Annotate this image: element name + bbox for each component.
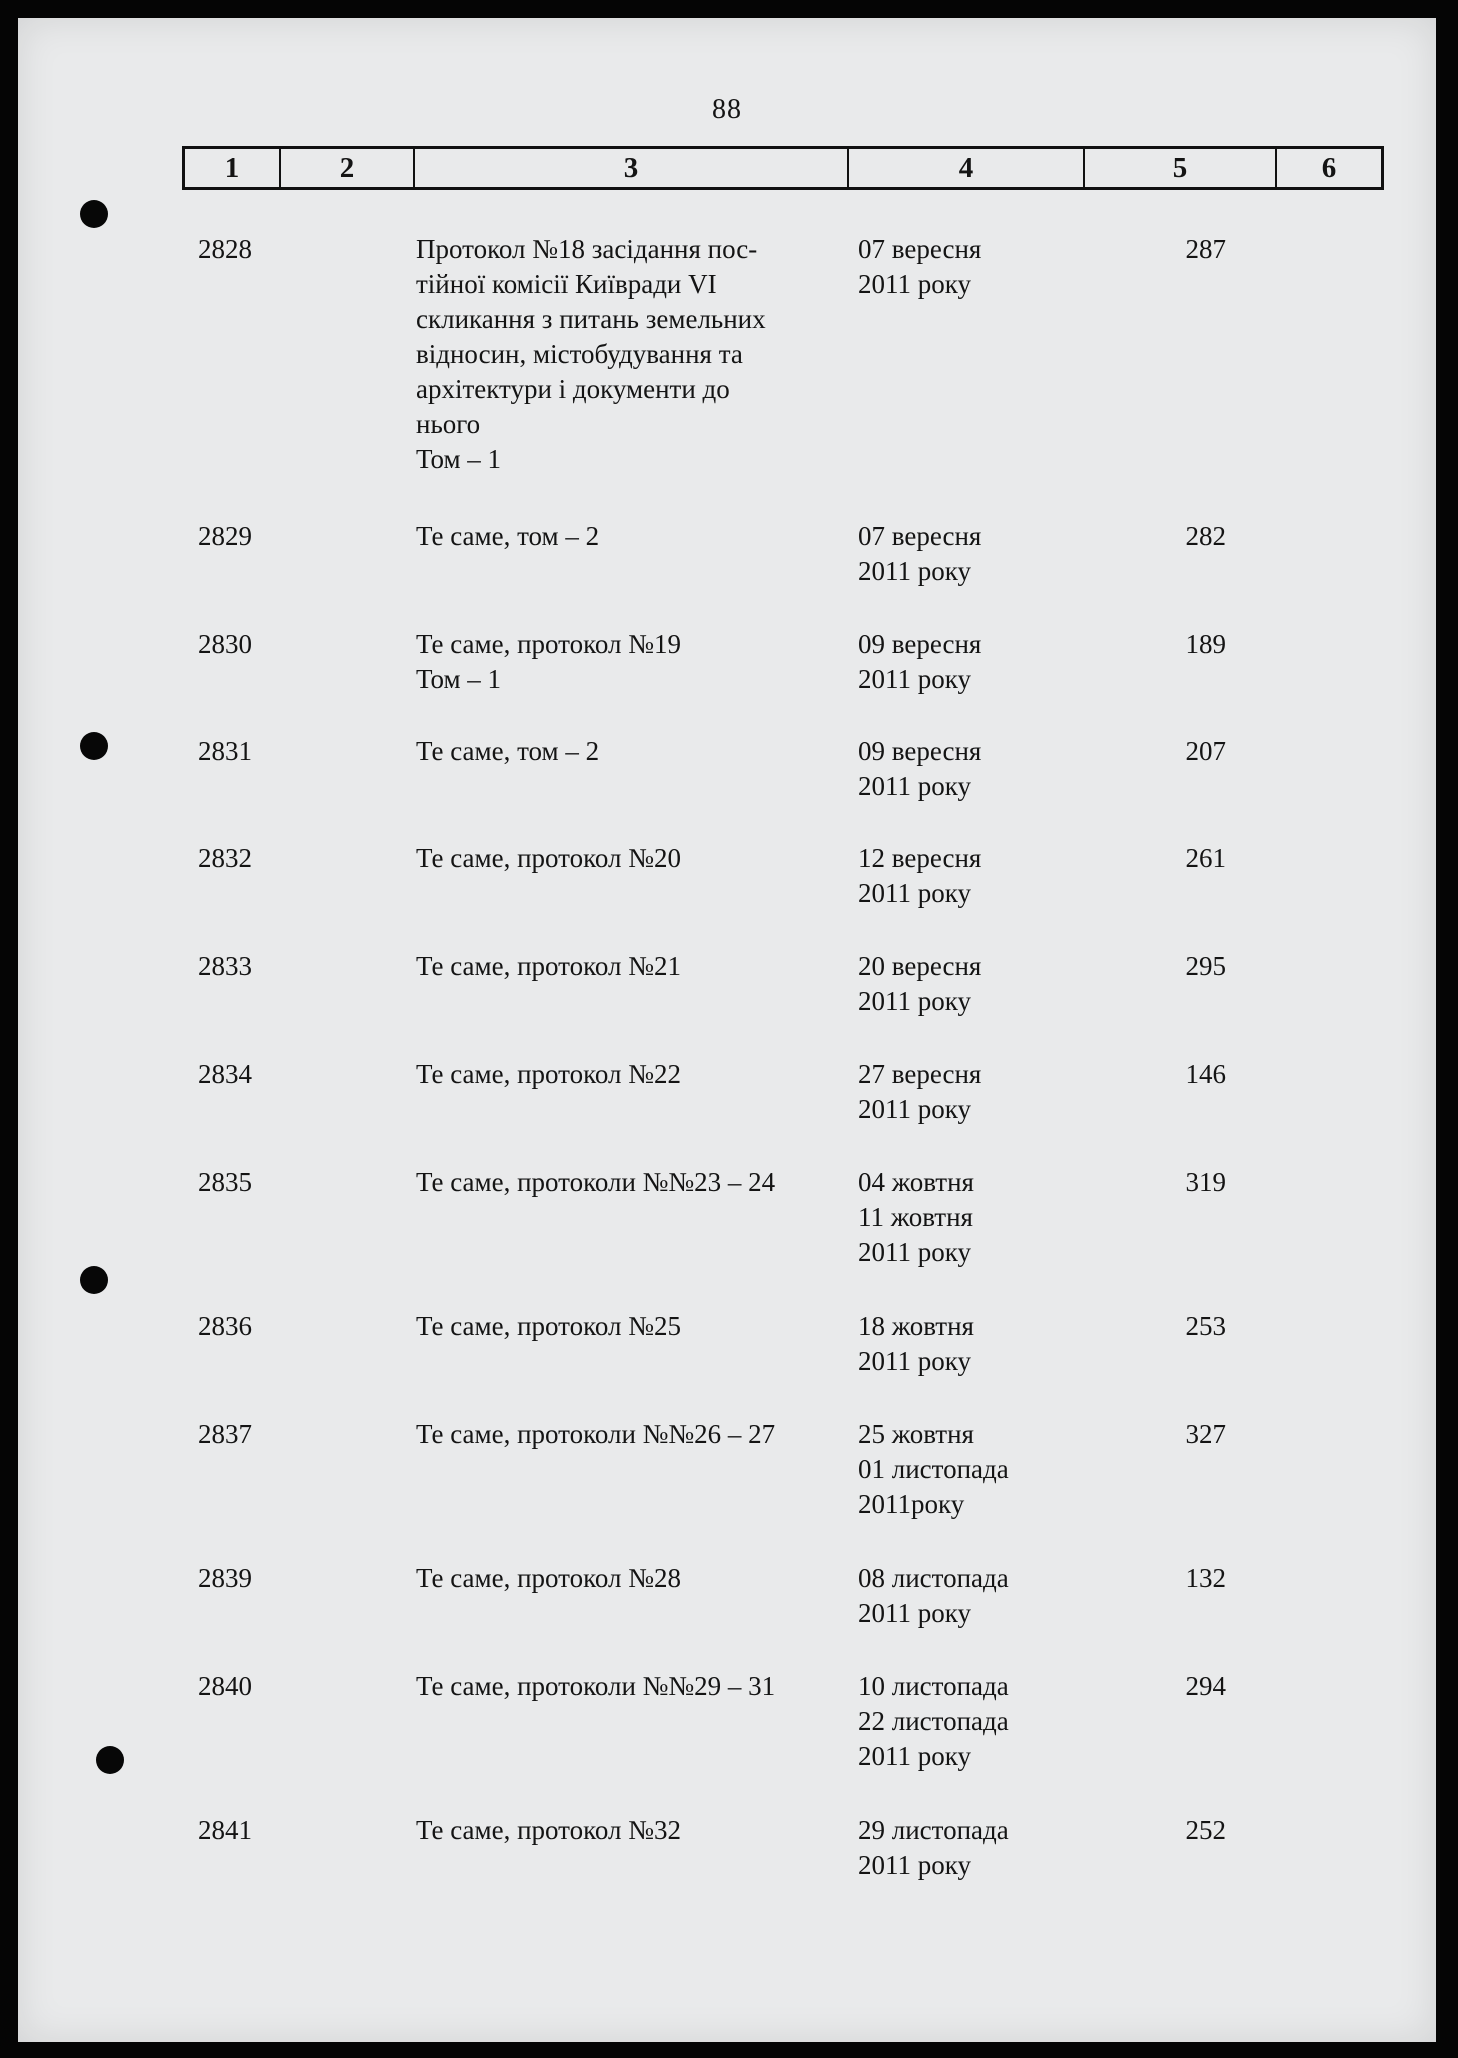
record-pages: 294 (1185, 1671, 1226, 1701)
record-pages: 287 (1185, 234, 1226, 264)
record-pages: 327 (1185, 1419, 1226, 1449)
document-page (18, 18, 1436, 2042)
record-date: 08 листопада 2011 року (858, 1563, 1009, 1628)
record-date: 29 листопада 2011 року (858, 1815, 1009, 1880)
record-title: Протокол №18 засідання пос- тійної комісії Київради VI скликання з питань земельних відносин, містобудування та архітектури і документи до нього Том – 1 (416, 234, 766, 474)
record-title: Те саме, протоколи №№23 – 24 (416, 1167, 776, 1197)
page-number: 88 (712, 94, 742, 125)
record-number: 2837 (198, 1419, 252, 1449)
record-title: Те саме, протокол №20 (416, 843, 681, 873)
record-date: 25 жовтня 01 листопада 2011року (858, 1419, 1009, 1519)
record-pages: 282 (1185, 521, 1226, 551)
record-date: 09 вересня 2011 року (858, 629, 982, 694)
record-pages: 295 (1185, 951, 1226, 981)
record-title: Те саме, протокол №25 (416, 1311, 681, 1341)
record-pages: 261 (1185, 843, 1226, 873)
record-title: Те саме, протоколи №№26 – 27 (416, 1419, 776, 1449)
record-title: Те саме, протокол №19 Том – 1 (416, 629, 681, 694)
record-pages: 146 (1185, 1059, 1226, 1089)
record-number: 2836 (198, 1311, 252, 1341)
record-number: 2835 (198, 1167, 252, 1197)
column-header: 5 (1083, 149, 1275, 187)
record-title: Те саме, том – 2 (416, 736, 600, 766)
record-title: Те саме, том – 2 (416, 521, 600, 551)
record-pages: 207 (1185, 736, 1226, 766)
record-number: 2829 (198, 521, 252, 551)
column-header-row (182, 146, 1384, 190)
record-pages: 132 (1185, 1563, 1226, 1593)
record-date: 07 вересня 2011 року (858, 234, 982, 299)
record-number: 2841 (198, 1815, 252, 1845)
column-header: 2 (279, 149, 413, 187)
punch-hole (80, 732, 108, 760)
column-header: 6 (1275, 149, 1381, 187)
punch-hole (80, 1266, 108, 1294)
column-header: 3 (413, 149, 847, 187)
record-date: 27 вересня 2011 року (858, 1059, 982, 1124)
record-title: Те саме, протоколи №№29 – 31 (416, 1671, 776, 1701)
record-pages: 252 (1185, 1815, 1226, 1845)
record-number: 2831 (198, 736, 252, 766)
punch-hole (96, 1746, 124, 1774)
record-title: Те саме, протокол №32 (416, 1815, 681, 1845)
column-header: 1 (224, 151, 240, 184)
record-number: 2833 (198, 951, 252, 981)
record-date: 07 вересня 2011 року (858, 521, 982, 586)
record-number: 2828 (198, 234, 252, 264)
record-pages: 319 (1185, 1167, 1226, 1197)
record-date: 18 жовтня 2011 року (858, 1311, 974, 1376)
record-date: 10 листопада 22 листопада 2011 року (858, 1671, 1009, 1771)
record-date: 12 вересня 2011 року (858, 843, 982, 908)
record-title: Те саме, протокол №28 (416, 1563, 681, 1593)
record-date: 04 жовтня 11 жовтня 2011 року (858, 1167, 974, 1267)
record-number: 2840 (198, 1671, 252, 1701)
record-date: 20 вересня 2011 року (858, 951, 982, 1016)
record-date: 09 вересня 2011 року (858, 736, 982, 801)
column-header: 4 (847, 149, 1083, 187)
record-number: 2832 (198, 843, 252, 873)
record-number: 2830 (198, 629, 252, 659)
record-title: Те саме, протокол №22 (416, 1059, 681, 1089)
record-number: 2834 (198, 1059, 252, 1089)
record-pages: 253 (1185, 1311, 1226, 1341)
record-title: Те саме, протокол №21 (416, 951, 681, 981)
record-pages: 189 (1185, 629, 1226, 659)
punch-hole (80, 200, 108, 228)
record-number: 2839 (198, 1563, 252, 1593)
